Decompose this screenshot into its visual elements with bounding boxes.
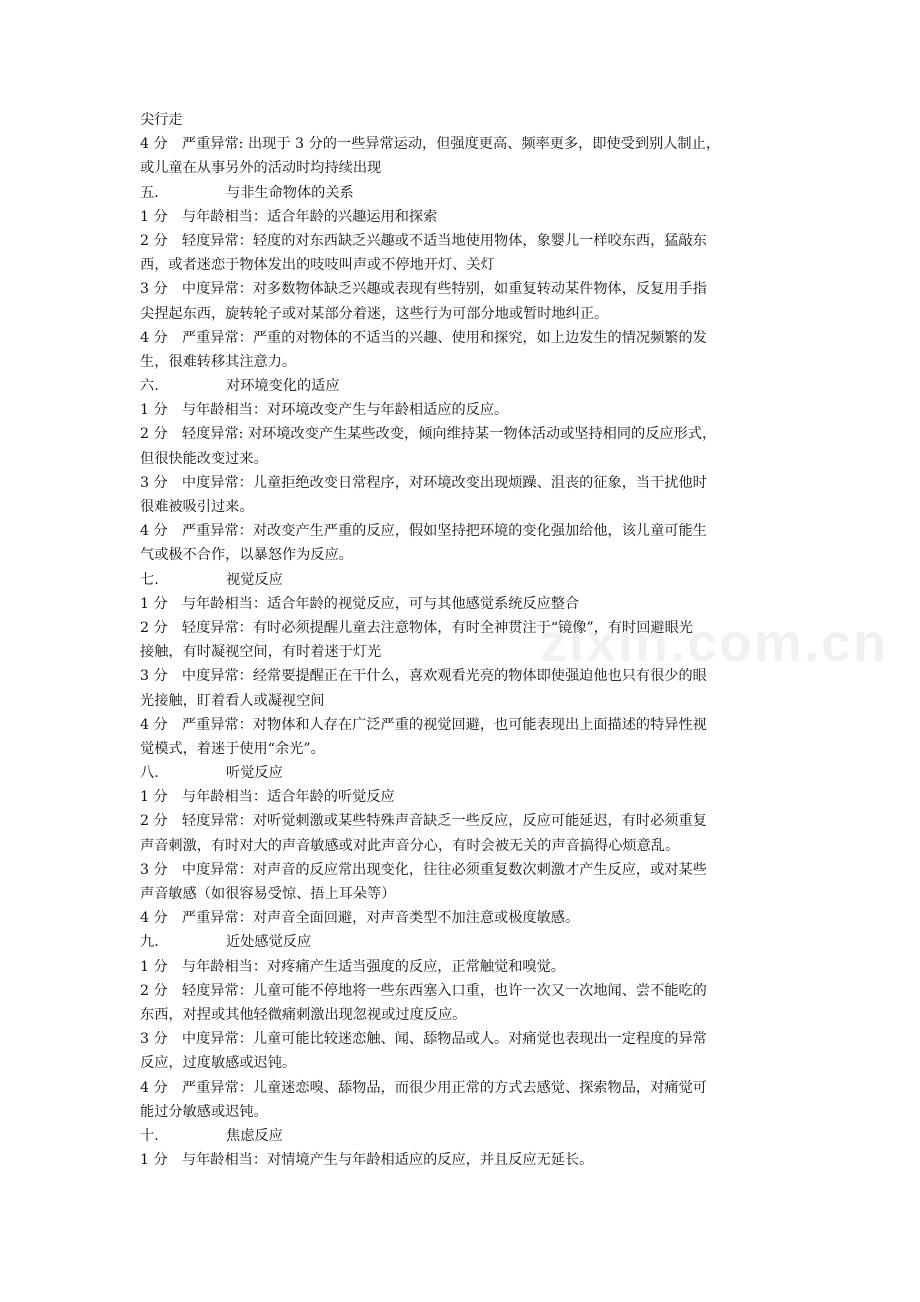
- section-number: 十.: [140, 1127, 159, 1144]
- section-heading: [140, 1124, 788, 1148]
- text-line: 声音敏感（如很容易受惊、捂上耳朵等）: [140, 886, 396, 902]
- text-line: 3 分 中度异常：对多数物体缺乏兴趣或表现有些特别，如重复转动某件物体，反复用手指: [140, 281, 707, 298]
- text-line: 3 分 中度异常：对声音的反应常出现变化，往往必须重复数次刺激才产生反应，或对某些: [140, 861, 707, 878]
- text-line: 4 分 严重异常：对物体和人存在广泛严重的视觉回避，也可能表现出上面描述的特异性视: [140, 716, 707, 733]
- text-line: 2 分 轻度异常：有时必须提醒儿童去注意物体，有时全神贯注于“镜像”，有时回避眼光: [140, 619, 693, 636]
- text-line: 1 分 与年龄相当：适合年龄的听觉反应: [140, 789, 395, 806]
- text-line: 尖行走: [140, 112, 183, 128]
- text-line: 能过分敏感或迟钝。: [140, 1103, 268, 1120]
- text-line: 2 分 轻度异常：对听觉刺激或某些特殊声音缺乏一些反应，反应可能延迟，有时必须重复: [140, 813, 707, 830]
- section-title: 视觉反应: [226, 571, 283, 588]
- section-title: 焦虑反应: [226, 1127, 283, 1144]
- section-title: 听觉反应: [226, 765, 283, 782]
- text-line: 但很快能改变过来。: [140, 450, 268, 467]
- text-line: 1 分 与年龄相当：适合年龄的兴趣运用和探索: [140, 208, 438, 225]
- text-line: 4 分 严重异常：对改变产生严重的反应，假如坚持把环境的变化强加给他，该儿童可能生: [140, 523, 707, 540]
- text-line: 4 分 严重异常：对声音全面回避，对声音类型不加注意或极度敏感。: [140, 910, 580, 927]
- text-line: 或儿童在从事另外的活动时均持续出现: [140, 160, 382, 177]
- text-line: 3 分 中度异常：儿童可能比较迷恋触、闻、舔物品或人。对痛觉也表现出一定程度的异常: [140, 1031, 707, 1048]
- text-line: 1 分 与年龄相当：对疼痛产生适当强度的反应，正常触觉和嗅觉。: [140, 958, 565, 975]
- text-line: 光接触，盯着看人或凝视空间: [140, 692, 325, 709]
- section-number: 五.: [140, 184, 159, 201]
- section-heading: [140, 181, 788, 205]
- section-heading: [140, 930, 788, 954]
- section-title: 与非生命物体的关系: [226, 184, 354, 201]
- section-heading: [140, 374, 788, 398]
- section-heading: [140, 568, 788, 592]
- section-number: 七.: [140, 571, 159, 588]
- text-line: 声音刺激，有时对大的声音敏感或对此声音分心，有时会被无关的声音搞得心烦意乱。: [140, 837, 680, 854]
- watermark: zixin.com.cn: [540, 613, 889, 673]
- text-line: 4 分 严重异常：儿童迷恋嗅、舔物品，而很少用正常的方式去感觉、探索物品，对痛觉可: [140, 1079, 707, 1096]
- text-line: 2 分 轻度异常: 对环境改变产生某些改变，倾向维持某一物体活动或坚持相同的反应形式，: [140, 426, 717, 443]
- text-line: 4 分 严重异常：严重的对物体的不适当的兴趣、使用和探究，如上边发生的情况频繁的发: [140, 329, 707, 346]
- text-line: 3 分 中度异常：儿童拒绝改变日常程序，对环境改变出现烦躁、沮丧的征象，当干扰他时: [140, 474, 707, 491]
- text-line: 1 分 与年龄相当：适合年龄的视觉反应，可与其他感觉系统反应整合: [140, 595, 580, 612]
- section-heading: [140, 761, 788, 785]
- text-line: 东西，对捏或其他轻微痛刺激出现忽视或过度反应。: [140, 1006, 467, 1023]
- text-line: 很难被吸引过来。: [140, 499, 254, 515]
- text-line: 觉模式，着迷于使用“余光”。: [140, 740, 325, 757]
- text-line: 尖捏起东西，旋转轮子或对某部分着迷，这些行为可部分地或暂时地纠正。: [140, 305, 609, 322]
- section-number: 六.: [140, 378, 159, 395]
- text-line: 西，或者迷恋于物体发出的吱吱叫声或不停地开灯、关灯: [140, 257, 495, 274]
- text-line: 生，很难转移其注意力。: [140, 353, 297, 370]
- section-number: 八.: [140, 765, 159, 782]
- text-line: 4 分 严重异常: 出现于 3 分的一些异常运动，但强度更高、频率更多，即使受到别人制止，: [140, 136, 721, 153]
- section-title: 对环境变化的适应: [226, 378, 340, 395]
- text-line: 1 分 与年龄相当：对情境产生与年龄相适应的反应，并且反应无延长。: [140, 1152, 594, 1169]
- section-title: 近处感觉反应: [226, 934, 312, 951]
- text-line: 反应，过度敏感或迟钝。: [140, 1055, 297, 1072]
- text-line: 2 分 轻度异常：轻度的对东西缺乏兴趣或不适当地使用物体，象婴儿一样咬东西，猛敲东: [140, 232, 707, 249]
- text-line: 接触，有时凝视空间，有时着迷于灯光: [140, 644, 382, 661]
- text-line: 气或极不合作，以暴怒作为反应。: [140, 547, 353, 564]
- text-line: 3 分 中度异常：经常要提醒正在干什么，喜欢观看光亮的物体即使强迫他也只有很少的眼: [140, 668, 707, 685]
- text-line: 1 分 与年龄相当：对环境改变产生与年龄相适应的反应。: [140, 402, 509, 419]
- document-body: [140, 108, 788, 1172]
- section-number: 九.: [140, 934, 159, 951]
- text-line: 2 分 轻度异常：儿童可能不停地将一些东西塞入口重，也许一次又一次地闻、尝不能吃的: [140, 982, 707, 999]
